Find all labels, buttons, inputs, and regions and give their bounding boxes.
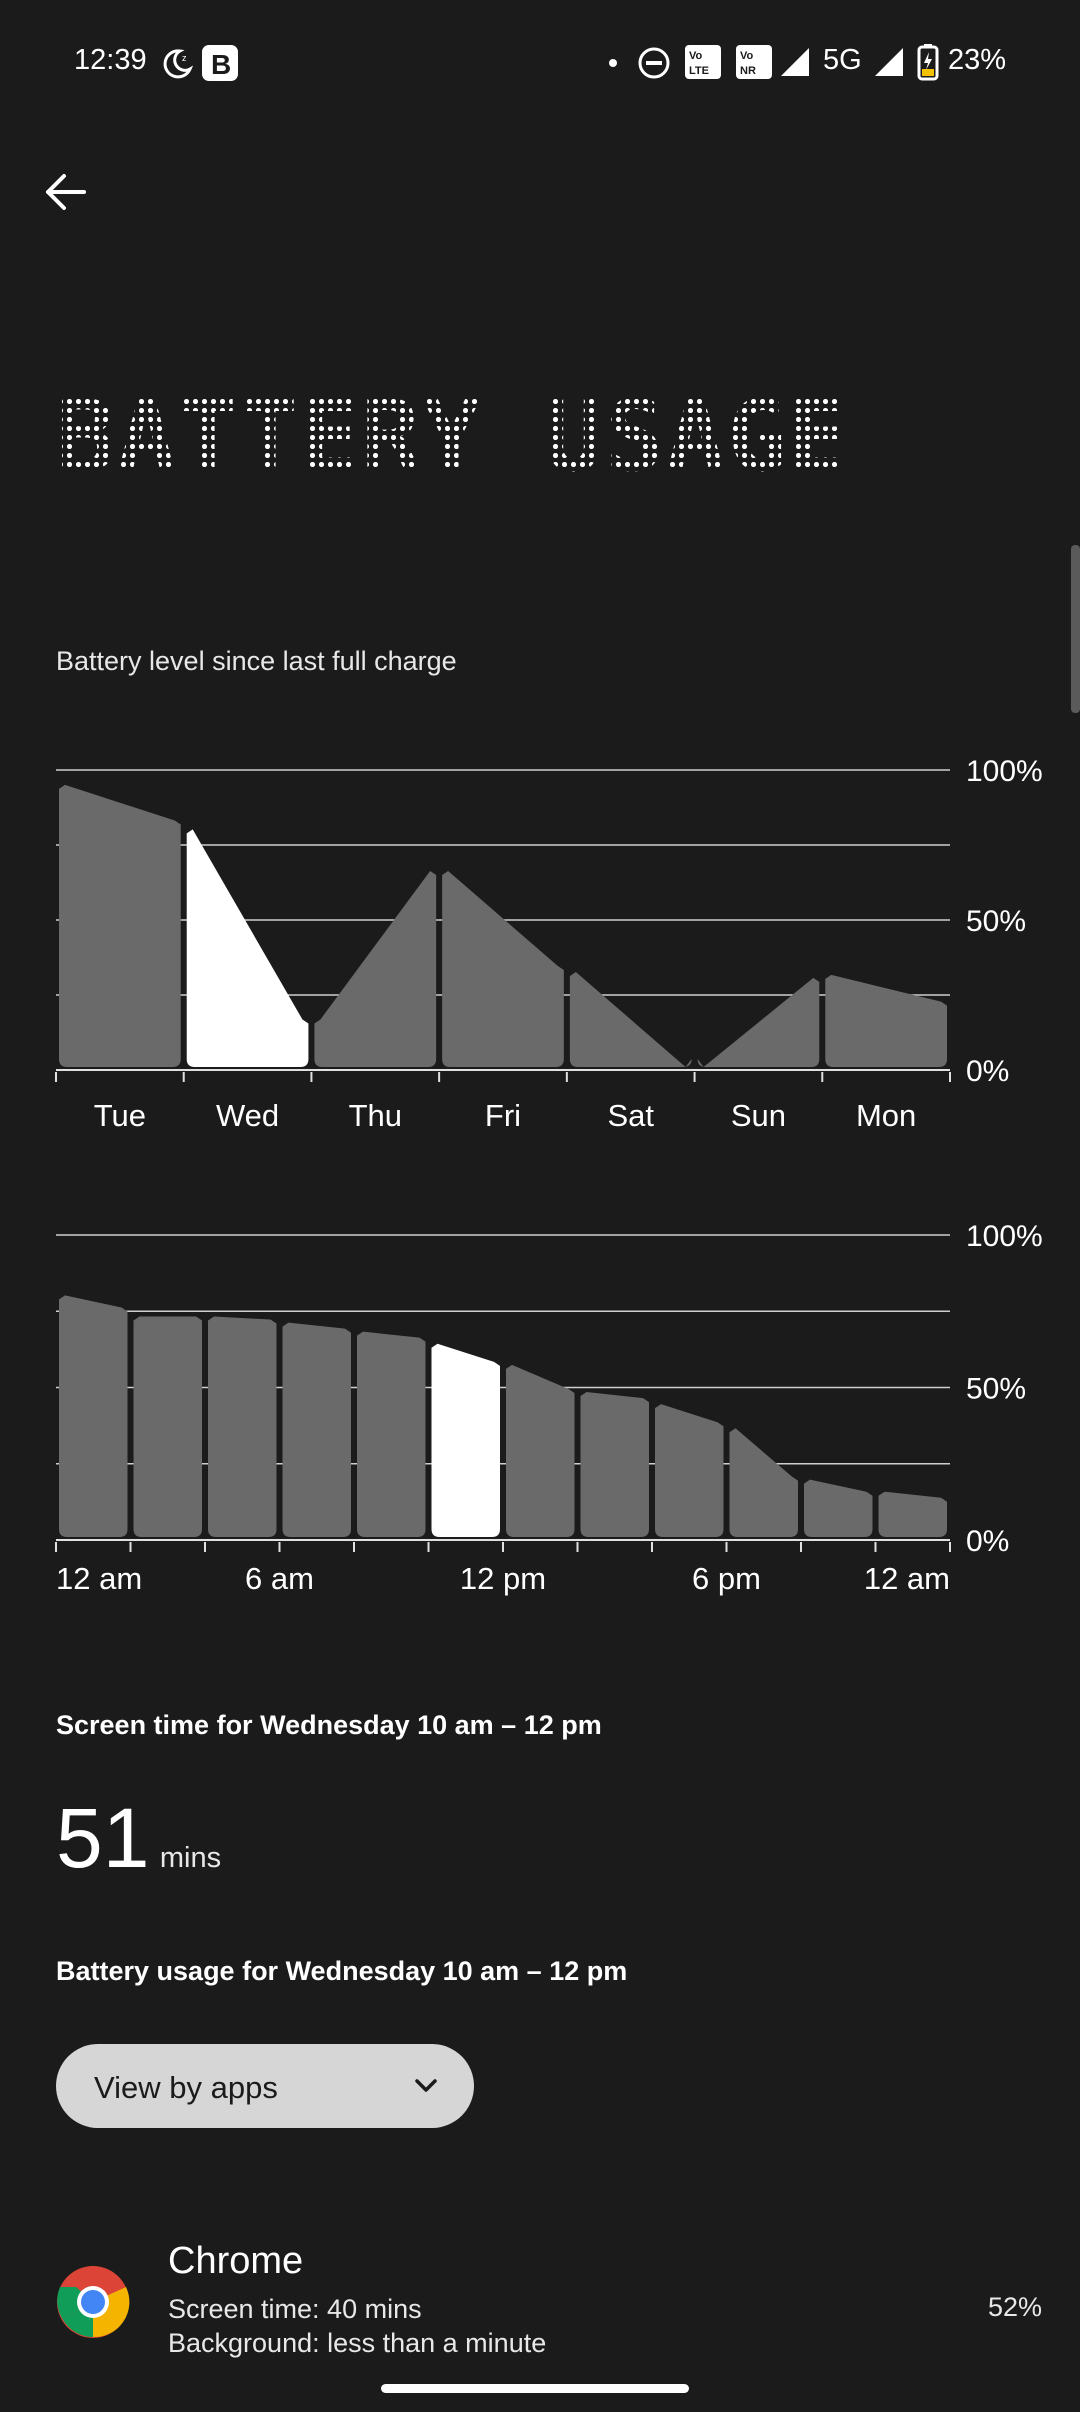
daily-bar-tue[interactable] xyxy=(59,785,181,1067)
hourly-bar[interactable] xyxy=(581,1392,650,1537)
dot-icon xyxy=(607,57,619,69)
hourly-bar[interactable] xyxy=(879,1492,948,1537)
daily-x-tick-label: Mon xyxy=(855,1098,917,1133)
daily-bar-wed[interactable] xyxy=(187,829,309,1067)
app-background-time: Background: less than a minute xyxy=(168,2328,547,2358)
battery-usage-heading: Battery usage for Wednesday 10 am – 12 pm xyxy=(56,1956,628,1986)
hourly-bar[interactable] xyxy=(357,1332,426,1537)
screen-time-heading: Screen time for Wednesday 10 am – 12 pm xyxy=(56,1710,602,1740)
hourly-bar[interactable] xyxy=(655,1404,724,1537)
hourly-x-tick-label: 12 am xyxy=(56,1561,143,1596)
svg-text:B: B xyxy=(211,49,232,80)
app-name: Chrome xyxy=(168,2240,304,2282)
daily-x-tick-label: Tue xyxy=(93,1098,146,1133)
hourly-y-tick-label: 50% xyxy=(966,1372,1027,1406)
daily-y-tick-label: 50% xyxy=(966,905,1027,938)
scrollbar[interactable] xyxy=(1071,545,1080,713)
page-title: BATTERY USAGE xyxy=(56,380,850,494)
daily-x-tick-label: Thu xyxy=(348,1098,402,1133)
hourly-bar[interactable] xyxy=(59,1295,128,1537)
svg-text:Vo: Vo xyxy=(740,50,754,62)
daily-bar-thu[interactable] xyxy=(314,871,436,1067)
signal-icon-2 xyxy=(873,46,905,78)
daily-x-tick-label: Fri xyxy=(484,1098,522,1133)
svg-text:Vo: Vo xyxy=(689,50,703,62)
battery-percent: 23% xyxy=(948,44,1007,76)
app-screen-time: Screen time: 40 mins xyxy=(168,2294,422,2324)
daily-bar-sat[interactable] xyxy=(570,972,692,1067)
daily-battery-chart[interactable] xyxy=(0,740,1080,1140)
hourly-bar[interactable] xyxy=(283,1323,352,1537)
hourly-x-tick-label: 12 am xyxy=(863,1561,950,1596)
hourly-y-tick-label: 100% xyxy=(966,1220,1043,1253)
view-by-label: View by apps xyxy=(94,2070,278,2105)
hourly-x-tick-label: 6 pm xyxy=(692,1561,761,1596)
screen-time-value-row xyxy=(56,1790,221,1887)
daily-x-tick-label: Sat xyxy=(607,1098,654,1133)
daily-bar-sun[interactable] xyxy=(698,978,820,1067)
hourly-x-tick-label: 12 pm xyxy=(459,1561,547,1596)
hourly-battery-chart[interactable] xyxy=(0,1205,1080,1625)
moon-icon xyxy=(160,47,194,81)
daily-bar-fri[interactable] xyxy=(442,871,564,1067)
svg-text:LTE: LTE xyxy=(689,65,709,77)
hourly-bar[interactable] xyxy=(730,1428,799,1537)
status-bar xyxy=(0,0,1080,120)
hourly-bar[interactable] xyxy=(432,1344,501,1537)
arrow-left-icon xyxy=(48,176,84,208)
signal-icon xyxy=(779,46,811,78)
daily-x-tick-label: Sun xyxy=(730,1098,787,1133)
volte-icon xyxy=(684,44,722,80)
daily-y-tick-label: 100% xyxy=(966,755,1043,788)
back-button[interactable] xyxy=(34,160,98,224)
hourly-bar[interactable] xyxy=(804,1480,873,1537)
daily-bar-mon[interactable] xyxy=(825,975,947,1067)
status-time: 12:39 xyxy=(74,44,147,76)
do-not-disturb-icon xyxy=(637,46,671,80)
hourly-bar[interactable] xyxy=(134,1317,203,1537)
hourly-y-tick-label: 0% xyxy=(966,1525,1010,1558)
hourly-x-tick-label: 6 am xyxy=(245,1561,314,1596)
svg-text:z: z xyxy=(182,53,187,63)
list-item[interactable] xyxy=(0,2240,1080,2380)
daily-x-tick-label: Wed xyxy=(215,1098,280,1133)
b-app-icon xyxy=(201,44,239,82)
svg-text:NR: NR xyxy=(740,65,756,77)
hourly-bar[interactable] xyxy=(506,1365,575,1537)
vonr-icon xyxy=(735,44,773,80)
chevron-down-icon xyxy=(412,2074,440,2098)
battery-level-caption: Battery level since last full charge xyxy=(56,646,457,676)
network-type: 5G xyxy=(823,44,862,76)
screen-time-unit: mins xyxy=(159,1842,222,1874)
hourly-bar[interactable] xyxy=(208,1317,277,1537)
app-percent: 52% xyxy=(988,2292,1043,2322)
daily-y-tick-label: 0% xyxy=(966,1055,1010,1088)
view-by-dropdown[interactable] xyxy=(56,2044,474,2128)
chrome-icon xyxy=(56,2265,130,2339)
home-indicator[interactable] xyxy=(381,2384,689,2393)
battery-charging-icon xyxy=(917,43,939,81)
screen-time-value: 51 xyxy=(56,1791,150,1885)
